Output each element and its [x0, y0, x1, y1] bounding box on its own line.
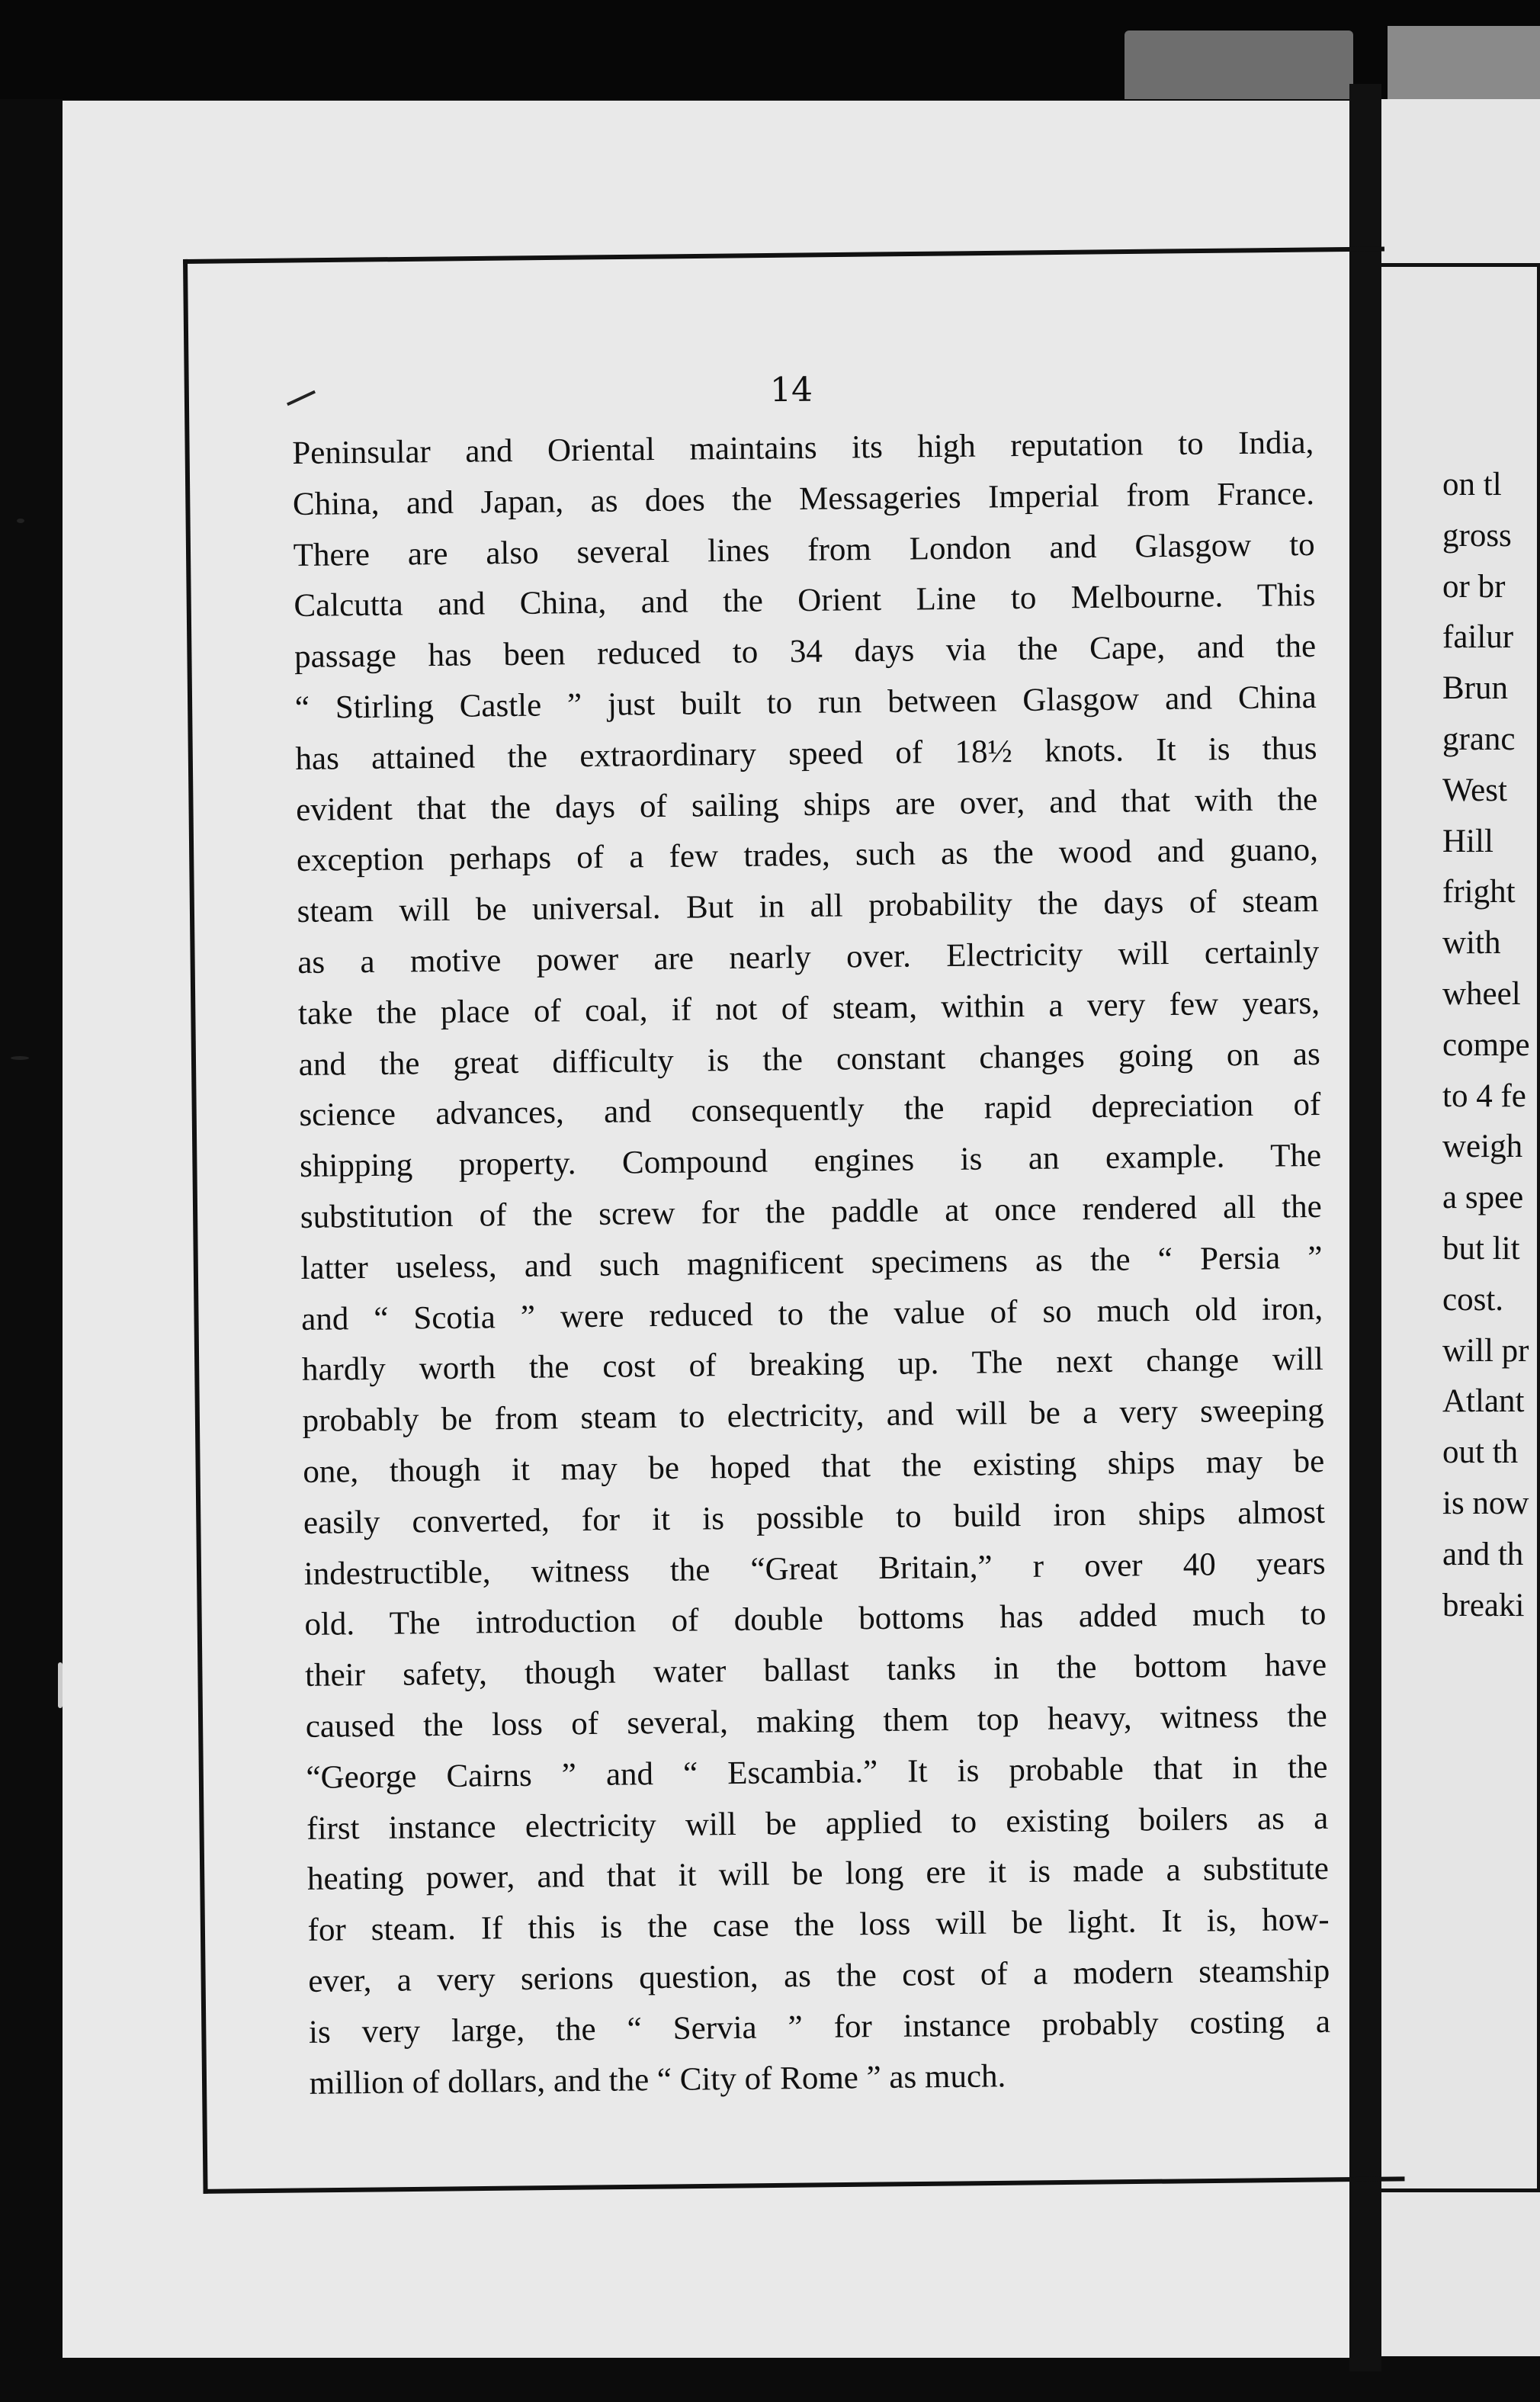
text-line: easily converted, for it is possible to build iron ships almost [303, 1494, 1326, 1541]
text-line: one, though it may be hoped that the existing ships may be [303, 1443, 1325, 1490]
text-line: has attained the extraordinary speed of 18½ knots. It is thus [295, 730, 1317, 777]
text-line: China, and Japan, as does the Messageries Imperial from France. [292, 475, 1315, 522]
right-page-text-line: will pr [1442, 1332, 1529, 1369]
right-page-text-line: out th [1442, 1434, 1519, 1471]
text-line: shipping property. Compound engines is an example. The [299, 1138, 1322, 1185]
text-line: latter useless, and such magnificent specimens as the “ Persia ” [300, 1239, 1323, 1286]
text-line: heating power, and that it will be long ere it is made a substitute [306, 1851, 1330, 1898]
text-line: for steam. If this is the case the loss will be light. It is, how- [307, 1901, 1330, 1948]
text-line: science advances, and consequently the rapid depreciation of [299, 1087, 1321, 1134]
text-line: ever, a very serions question, as the cost of a modern steamship [308, 1952, 1330, 1999]
right-page-text-line: weigh [1442, 1129, 1523, 1165]
right-page-text-line: to 4 fe [1442, 1077, 1526, 1114]
scan-speck [11, 1056, 29, 1060]
right-page-text-line: with [1442, 925, 1501, 962]
scan-speck [17, 519, 24, 523]
text-line: their safety, though water ballast tanks in the bottom have [304, 1647, 1327, 1694]
right-page-text-line: Brun [1442, 670, 1508, 707]
text-line: There are also several lines from London and Glasgow to [293, 526, 1315, 573]
text-line: exception perhaps of a few trades, such as the wood and guano, [296, 832, 1319, 879]
right-page-text-line: is now [1442, 1485, 1529, 1521]
right-page-text-line: a spee [1442, 1180, 1524, 1216]
scan-edge-strip [1388, 26, 1540, 99]
scan-edge-strip [1125, 31, 1353, 99]
text-line: indestructible, witness the “Great Britain,” r over 40 years [303, 1545, 1326, 1592]
scan-speck [58, 1662, 63, 1708]
text-line: substitution of the screw for the paddle at once rendered all the [300, 1188, 1323, 1235]
right-page-text [1442, 460, 1540, 1631]
text-line: first instance electricity will be applied to existing boilers as a [306, 1800, 1329, 1847]
text-line: Peninsular and Oriental maintains its high reputation to India, [292, 424, 1314, 471]
text-line: “George Cairns ” and “ Escambia.” It is probable that in the [306, 1749, 1328, 1796]
text-line: “ Stirling Castle ” just built to run between Glasgow and China [294, 679, 1317, 726]
right-page-text-line: West [1442, 772, 1507, 808]
text-line: and the great difficulty is the constant changes going on as [298, 1036, 1320, 1083]
right-page-text-line: on tl [1442, 467, 1502, 503]
text-line: caused the loss of several, making them top heavy, witness the [305, 1697, 1327, 1745]
right-page-text-line: failur [1442, 619, 1514, 656]
text-line: old. The introduction of double bottoms has added much to [304, 1596, 1327, 1643]
text-line: passage has been reduced to 34 days via the Cape, and the [294, 628, 1317, 676]
text-line: evident that the days of sailing ships are over, and that with the [295, 781, 1318, 828]
page-number: 14 [769, 370, 813, 410]
body-text [292, 418, 1331, 2109]
text-line: and “ Scotia ” were reduced to the value of so much old iron, [300, 1290, 1323, 1337]
right-page-text-line: and th [1442, 1536, 1524, 1572]
text-line: Calcutta and China, and the Orient Line to Melbourne. This [294, 577, 1316, 625]
right-page-text-line: compe [1442, 1026, 1530, 1063]
right-page-text-line: wheel [1442, 975, 1521, 1012]
right-page-text-line: Hill [1442, 823, 1493, 859]
text-line: million of dollars, and the “ City of Rome ” as much. [309, 2057, 1006, 2102]
right-page-text-line: or br [1442, 568, 1506, 605]
right-page-text-line: gross [1442, 517, 1512, 554]
right-page-text-line: Atlant [1442, 1383, 1525, 1420]
right-page-text-line: but lit [1442, 1230, 1520, 1267]
text-line: hardly worth the cost of breaking up. The next change will [301, 1341, 1324, 1389]
text-line: probably be from steam to electricity, and will be a very sweeping [302, 1392, 1324, 1440]
right-page-text-line: fright [1442, 874, 1516, 910]
text-line: is very large, the “ Servia ” for instance probably costing a [308, 2003, 1331, 2050]
text-line: steam will be universal. But in all probability the days of steam [297, 883, 1319, 930]
right-page-text-line: cost. [1442, 1281, 1504, 1318]
text-line: take the place of coal, if not of steam, within a very few years, [297, 984, 1320, 1032]
text-line: as a motive power are nearly over. Electricity will certainly [297, 933, 1320, 981]
right-page-text-line: granc [1442, 721, 1516, 757]
right-page-text-line: breaki [1442, 1587, 1525, 1623]
